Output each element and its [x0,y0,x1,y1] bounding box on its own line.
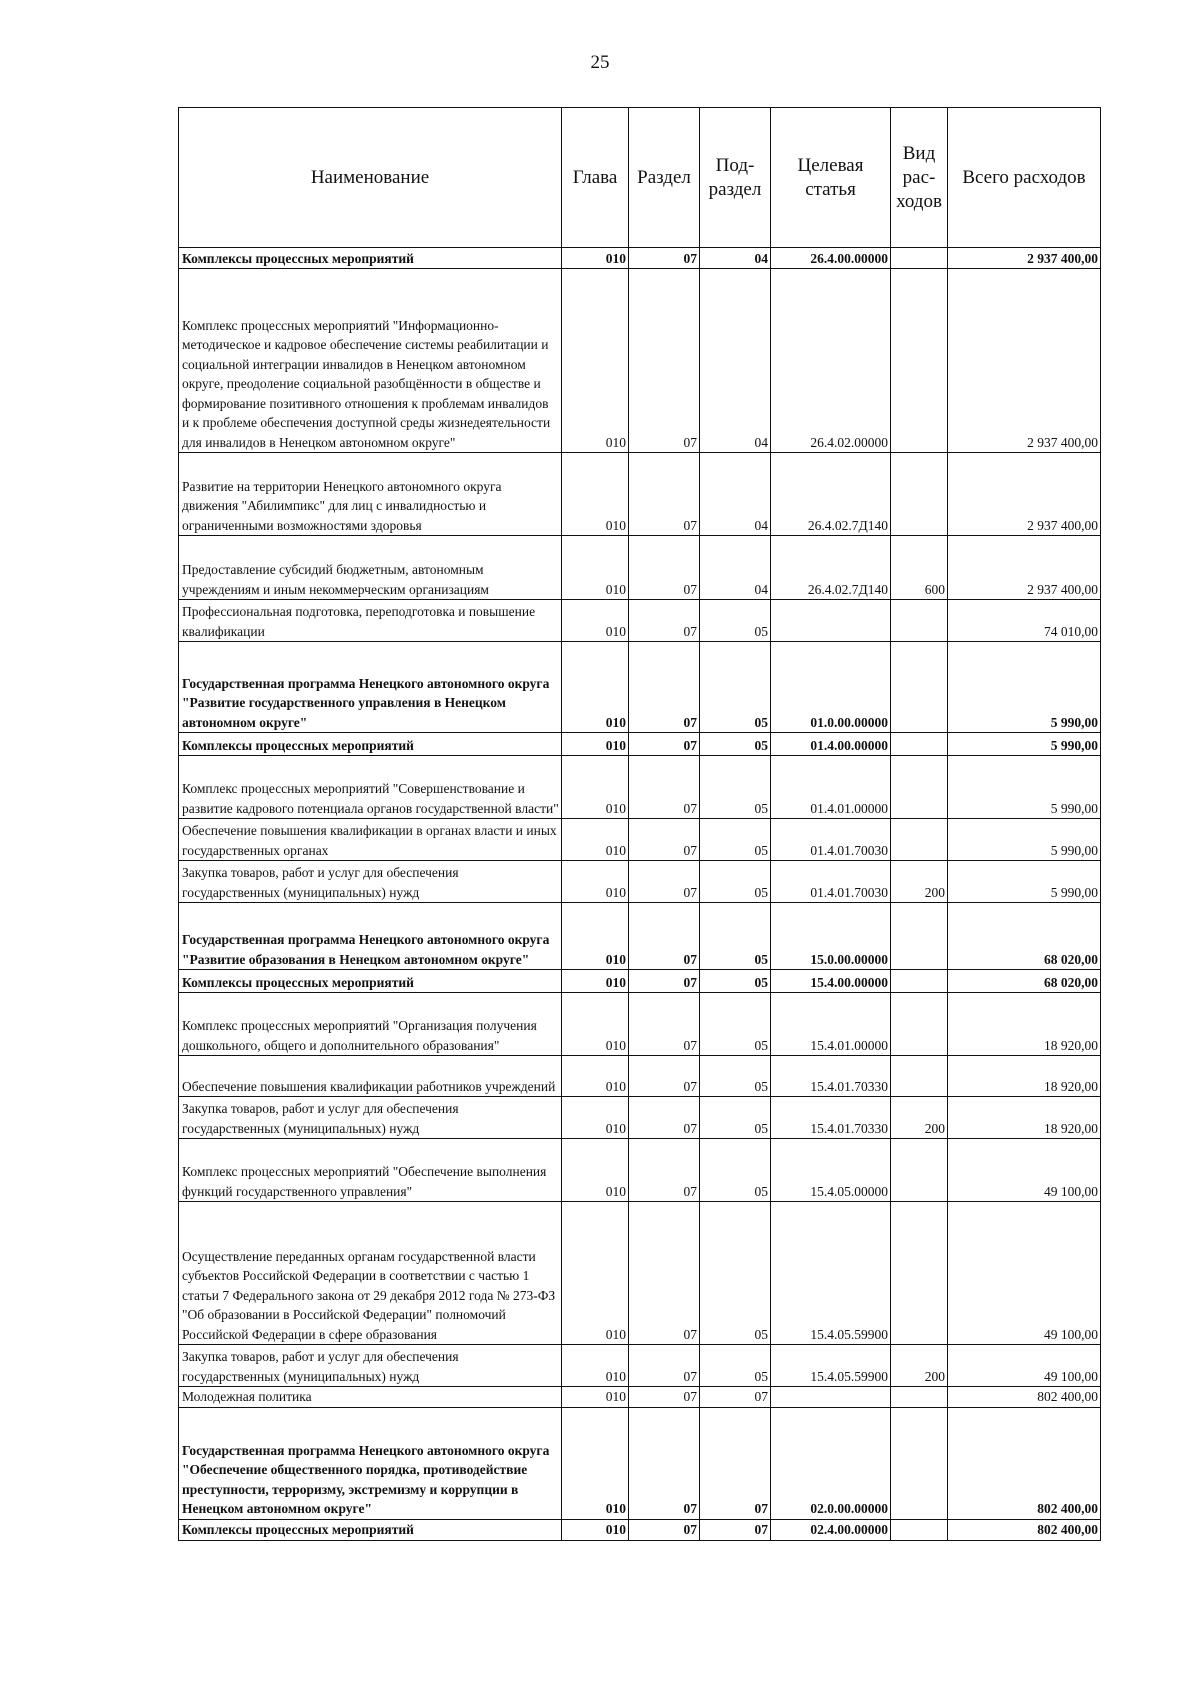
row-razdel: 07 [629,756,700,819]
row-vid [891,642,948,733]
row-total: 2 937 400,00 [948,536,1101,600]
table-row [179,756,1101,819]
table-row [179,1345,1101,1387]
row-podrazdel: 05 [700,861,771,903]
row-podrazdel: 05 [700,970,771,993]
row-statya: 26.4.00.00000 [771,248,891,269]
row-name: Комплексы процессных мероприятий [179,1519,562,1540]
row-name: Молодежная политика [179,1387,562,1408]
row-total: 2 937 400,00 [948,453,1101,536]
row-razdel: 07 [629,993,700,1056]
row-vid [891,756,948,819]
row-razdel: 07 [629,600,700,642]
row-total: 802 400,00 [948,1519,1101,1540]
table-row [179,1097,1101,1139]
row-glava: 010 [562,1519,629,1540]
row-total: 802 400,00 [948,1407,1101,1519]
row-total: 5 990,00 [948,819,1101,861]
row-razdel: 07 [629,453,700,536]
row-name: Профессиональная подготовка, переподготовка и повышение квалификации [179,600,562,642]
row-glava: 010 [562,248,629,269]
row-name: Обеспечение повышения квалификации в органах власти и иных государственных органах [179,819,562,861]
row-total: 74 010,00 [948,600,1101,642]
row-name: Комплексы процессных мероприятий [179,733,562,756]
row-vid [891,1202,948,1345]
header-vid: Вид рас-ходов [891,108,948,248]
row-vid [891,269,948,453]
row-podrazdel: 05 [700,1345,771,1387]
row-name: Комплекс процессных мероприятий "Совершенствование и развитие кадрового потенциала органов государственной власти" [179,756,562,819]
row-glava: 010 [562,1202,629,1345]
row-vid [891,1139,948,1202]
row-total: 5 990,00 [948,642,1101,733]
budget-table [178,107,1101,1541]
row-glava: 010 [562,861,629,903]
row-glava: 010 [562,756,629,819]
row-statya: 15.4.01.70330 [771,1097,891,1139]
row-total: 802 400,00 [948,1387,1101,1408]
row-podrazdel: 04 [700,536,771,600]
header-total: Всего расходов [948,108,1101,248]
row-podrazdel: 05 [700,1056,771,1097]
row-total: 18 920,00 [948,1097,1101,1139]
table-row [179,970,1101,993]
row-podrazdel: 05 [700,1139,771,1202]
table-row [179,536,1101,600]
table-row [179,819,1101,861]
row-vid [891,1387,948,1408]
row-podrazdel: 05 [700,993,771,1056]
row-statya: 15.4.05.59900 [771,1345,891,1387]
row-vid: 600 [891,536,948,600]
row-total: 2 937 400,00 [948,248,1101,269]
row-podrazdel: 05 [700,600,771,642]
row-total: 5 990,00 [948,733,1101,756]
row-name: Обеспечение повышения квалификации работников учреждений [179,1056,562,1097]
table-row [179,1139,1101,1202]
row-razdel: 07 [629,903,700,970]
row-glava: 010 [562,453,629,536]
header-podrazdel: Под-раздел [700,108,771,248]
row-podrazdel: 07 [700,1519,771,1540]
row-statya: 15.4.05.00000 [771,1139,891,1202]
row-vid [891,1056,948,1097]
row-statya: 26.4.02.7Д140 [771,453,891,536]
row-total: 5 990,00 [948,861,1101,903]
row-razdel: 07 [629,1519,700,1540]
row-vid: 200 [891,1345,948,1387]
row-podrazdel: 05 [700,642,771,733]
row-glava: 010 [562,819,629,861]
row-razdel: 07 [629,536,700,600]
table-row [179,733,1101,756]
row-vid [891,819,948,861]
row-podrazdel: 05 [700,1202,771,1345]
row-razdel: 07 [629,1387,700,1408]
row-statya: 15.4.01.70330 [771,1056,891,1097]
row-statya: 02.4.00.00000 [771,1519,891,1540]
row-glava: 010 [562,1407,629,1519]
row-vid [891,600,948,642]
table-row [179,453,1101,536]
row-name: Осуществление переданных органам государственной власти субъектов Российской Федерации в соответствии с частью 1 статьи 7 Федерального закона от 29 декабря 2012 года № 273-ФЗ "Об образовании в Российской Федерации" полномочий Российской Федерации в сфере образования [179,1202,562,1345]
row-statya: 15.4.01.00000 [771,993,891,1056]
row-name: Комплекс процессных мероприятий "Обеспечение выполнения функций государственного управления" [179,1139,562,1202]
row-glava: 010 [562,1345,629,1387]
header-statya: Целевая статья [771,108,891,248]
table-header-row [179,108,1101,248]
row-vid [891,993,948,1056]
row-podrazdel: 05 [700,819,771,861]
table-row [179,903,1101,970]
row-podrazdel: 04 [700,269,771,453]
row-vid [891,1519,948,1540]
row-razdel: 07 [629,861,700,903]
row-glava: 010 [562,903,629,970]
row-razdel: 07 [629,1345,700,1387]
row-vid: 200 [891,861,948,903]
row-podrazdel: 07 [700,1407,771,1519]
header-razdel: Раздел [629,108,700,248]
table-row [179,993,1101,1056]
row-name: Закупка товаров, работ и услуг для обеспечения государственных (муниципальных) нужд [179,1097,562,1139]
row-statya: 15.4.00.00000 [771,970,891,993]
row-podrazdel: 04 [700,453,771,536]
header-glava: Глава [562,108,629,248]
row-name: Комплексы процессных мероприятий [179,248,562,269]
row-total: 18 920,00 [948,993,1101,1056]
row-name: Комплексы процессных мероприятий [179,970,562,993]
row-podrazdel: 05 [700,756,771,819]
table-row [179,600,1101,642]
page-number: 25 [590,52,610,73]
row-statya: 01.4.01.70030 [771,861,891,903]
row-statya: 01.4.00.00000 [771,733,891,756]
row-vid [891,903,948,970]
row-name: Развитие на территории Ненецкого автономного округа движения "Абилимпикс" для лиц с инвалидностью и ограниченными возможностями здоровья [179,453,562,536]
row-total: 18 920,00 [948,1056,1101,1097]
table-row [179,1407,1101,1519]
row-vid [891,733,948,756]
row-statya: 26.4.02.7Д140 [771,536,891,600]
row-vid [891,453,948,536]
row-name: Государственная программа Ненецкого автономного округа "Развитие образования в Ненецком автономном округе" [179,903,562,970]
row-glava: 010 [562,970,629,993]
row-statya: 15.0.00.00000 [771,903,891,970]
row-statya: 01.4.01.70030 [771,819,891,861]
row-glava: 010 [562,993,629,1056]
table-row [179,1056,1101,1097]
table-row [179,269,1101,453]
row-name: Государственная программа Ненецкого автономного округа "Развитие государственного управления в Ненецком автономном округе" [179,642,562,733]
table-row [179,1387,1101,1408]
row-statya: 02.0.00.00000 [771,1407,891,1519]
row-name: Закупка товаров, работ и услуг для обеспечения государственных (муниципальных) нужд [179,1345,562,1387]
row-vid: 200 [891,1097,948,1139]
row-total: 2 937 400,00 [948,269,1101,453]
row-total: 49 100,00 [948,1139,1101,1202]
row-glava: 010 [562,1387,629,1408]
header-name: Наименование [179,108,562,248]
row-razdel: 07 [629,733,700,756]
row-vid [891,248,948,269]
row-razdel: 07 [629,1056,700,1097]
row-razdel: 07 [629,1097,700,1139]
row-razdel: 07 [629,970,700,993]
row-razdel: 07 [629,1407,700,1519]
row-name: Комплекс процессных мероприятий "Информационно-методическое и кадровое обеспечение системы реабилитации и социальной интеграции инвалидов в Ненецком автономном округе, преодоление социальной разобщённости в обществе и формирование позитивного отношения к проблемам инвалидов и к проблеме обеспечения доступной среды жизнедеятельности для инвалидов в Ненецком автономном округе" [179,269,562,453]
row-glava: 010 [562,600,629,642]
row-razdel: 07 [629,1202,700,1345]
row-podrazdel: 07 [700,1387,771,1408]
row-glava: 010 [562,733,629,756]
row-name: Закупка товаров, работ и услуг для обеспечения государственных (муниципальных) нужд [179,861,562,903]
table-row [179,248,1101,269]
row-podrazdel: 05 [700,903,771,970]
row-total: 5 990,00 [948,756,1101,819]
row-razdel: 07 [629,642,700,733]
table-row [179,1519,1101,1540]
row-name: Предоставление субсидий бюджетным, автономным учреждениям и иным некоммерческим организациям [179,536,562,600]
row-name: Комплекс процессных мероприятий "Организация получения дошкольного, общего и дополнительного образования" [179,993,562,1056]
row-total: 68 020,00 [948,970,1101,993]
row-vid [891,970,948,993]
row-glava: 010 [562,1097,629,1139]
row-glava: 010 [562,642,629,733]
row-statya [771,1387,891,1408]
row-statya: 01.4.01.00000 [771,756,891,819]
row-glava: 010 [562,536,629,600]
row-glava: 010 [562,1056,629,1097]
row-glava: 010 [562,1139,629,1202]
row-podrazdel: 04 [700,248,771,269]
row-total: 49 100,00 [948,1202,1101,1345]
row-name: Государственная программа Ненецкого автономного округа "Обеспечение общественного порядка, противодействие преступности, терроризму, экстремизму и коррупции в Ненецком автономном округе" [179,1407,562,1519]
table-row [179,1202,1101,1345]
row-statya: 15.4.05.59900 [771,1202,891,1345]
row-razdel: 07 [629,248,700,269]
row-podrazdel: 05 [700,733,771,756]
row-statya [771,600,891,642]
row-podrazdel: 05 [700,1097,771,1139]
row-statya: 01.0.00.00000 [771,642,891,733]
row-razdel: 07 [629,1139,700,1202]
row-total: 49 100,00 [948,1345,1101,1387]
table-row [179,861,1101,903]
row-razdel: 07 [629,269,700,453]
row-razdel: 07 [629,819,700,861]
row-vid [891,1407,948,1519]
row-total: 68 020,00 [948,903,1101,970]
table-row [179,642,1101,733]
row-glava: 010 [562,269,629,453]
row-statya: 26.4.02.00000 [771,269,891,453]
